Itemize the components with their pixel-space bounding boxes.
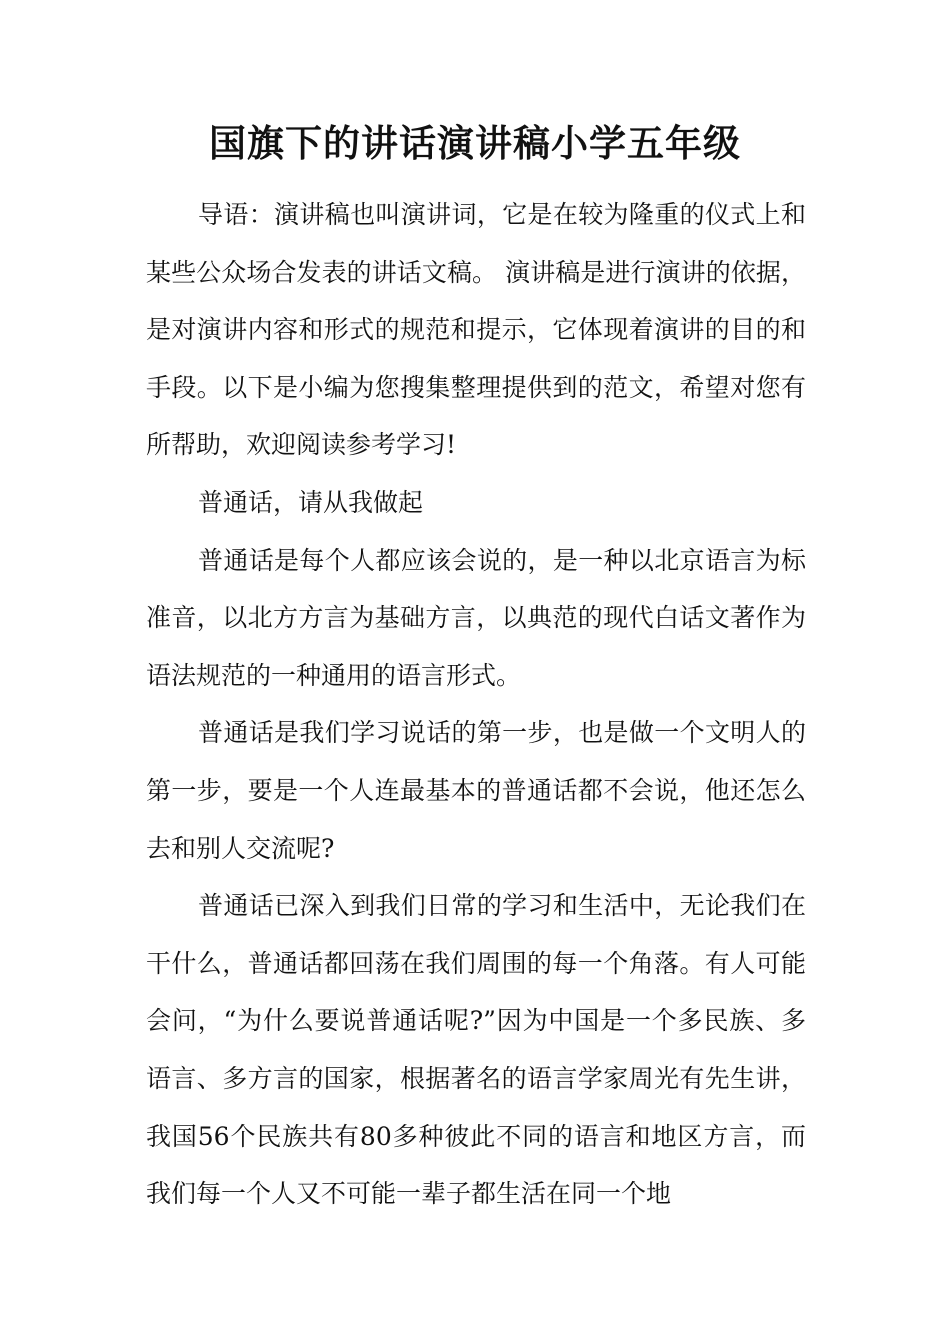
document-body xyxy=(146,186,806,1223)
intro-paragraph: 导语：演讲稿也叫演讲词，它是在较为隆重的仪式上和某些公众场合发表的讲话文稿。 演讲稿是进行演讲的依据，是对演讲内容和形式的规范和提示，它体现着演讲的目的和手段。以下是小编为您搜集整理提供到的范文，希望对您有所帮助，欢迎阅读参考学习! xyxy=(146,200,806,460)
body-paragraph: 普通话是每个人都应该会说的，是一种以北京语言为标准音，以北方方言为基础方言，以典范的现代白话文著作为语法规范的一种通用的语言形式。 xyxy=(146,545,806,690)
document-title: 国旗下的讲话演讲稿小学五年级 xyxy=(209,122,741,165)
section-heading: 普通话，请从我做起 xyxy=(198,487,424,517)
body-paragraph: 普通话是我们学习说话的第一步，也是做一个文明人的第一步，要是一个人连最基本的普通话都不会说，他还怎么去和别人交流呢? xyxy=(146,718,806,863)
body-paragraph: 普通话已深入到我们日常的学习和生活中，无论我们在干什么，普通话都回荡在我们周围的每一个角落。有人可能会问，“为什么要说普通话呢?”因为中国是一个多民族、多语言、多方言的国家，根据著名的语言学家周光有先生讲，我国56个民族共有80多种彼此不同的语言和地区方言，而我们每一个人又不可能一辈子都生活在同一个地 xyxy=(146,891,806,1209)
